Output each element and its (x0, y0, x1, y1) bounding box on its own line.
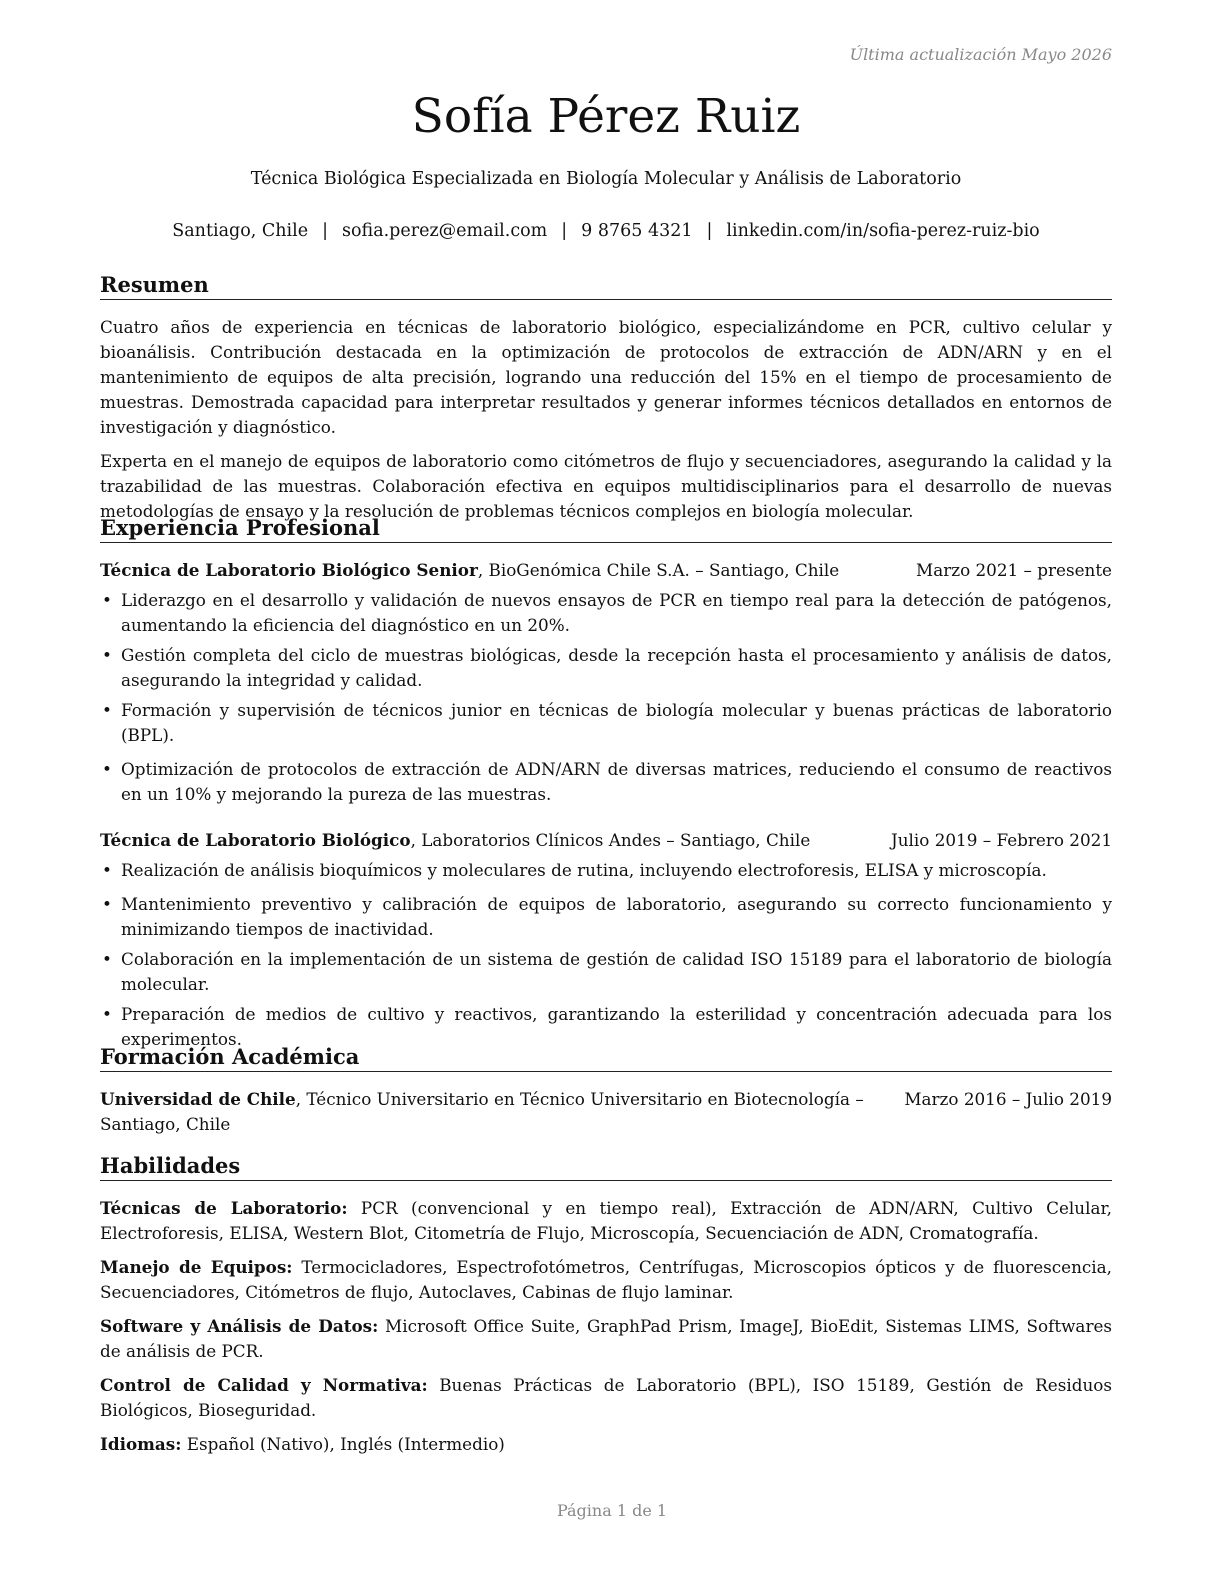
skill-label: Manejo de Equipos: (100, 1257, 293, 1277)
skill-item (100, 1432, 1112, 1457)
section-title-education: Formación Académica (100, 1044, 1112, 1072)
contact-separator: | (706, 221, 713, 241)
job-role: Técnica de Laboratorio Biológico Senior (100, 560, 478, 580)
list-item: • Formación y supervisión de técnicos junior en técnicas de biología molecular y buenas prácticas de laboratorio (BPL). (100, 698, 1112, 748)
education-school: Universidad de Chile (100, 1089, 296, 1109)
skill-label: Software y Análisis de Datos: (100, 1316, 379, 1336)
list-item: • Mantenimiento preventivo y calibración de equipos de laboratorio, asegurando su correcto funcionamiento y minimizando tiempos de inactividad. (100, 892, 1112, 942)
professional-title: Técnica Biológica Especializada en Biología Molecular y Análisis de Laboratorio (250, 169, 962, 189)
education-dates: Marzo 2016 – Julio 2019 (904, 1089, 1112, 1109)
skill-item (100, 1196, 1112, 1246)
contact-location: Santiago, Chile (172, 221, 309, 241)
section-title-skills: Habilidades (100, 1153, 1112, 1181)
section-title-summary: Resumen (100, 272, 1112, 300)
skill-value: Microsoft Office Suite, GraphPad Prism, ImageJ, BioEdit, Sistemas LIMS, Softwares de análisis de PCR. (100, 1316, 1113, 1361)
education-text (100, 1087, 890, 1137)
education-degree: , Técnico Universitario en Técnico Universitario en Biotecnología – Santiago, Chile (100, 1089, 864, 1134)
last-updated: Última actualización Mayo 2026 (849, 45, 1112, 64)
job-role: Técnica de Laboratorio Biológico (100, 830, 411, 850)
education-entry (100, 1087, 1112, 1137)
job-header (100, 828, 1112, 853)
contact-line (100, 218, 1112, 244)
education-section (100, 1044, 1112, 1137)
job-bullets (100, 588, 1112, 807)
skill-label: Idiomas: (100, 1434, 182, 1454)
page-number: Página 1 de 1 (556, 1501, 668, 1520)
resume-page (100, 0, 1112, 1584)
skill-label: Técnicas de Laboratorio: (100, 1198, 348, 1218)
contact-email[interactable]: sofia.perez@email.com (342, 221, 548, 241)
list-item: • Colaboración en la implementación de un sistema de gestión de calidad ISO 15189 para el laboratorio de biología molecular. (100, 947, 1112, 997)
contact-separator: | (322, 221, 328, 241)
job-bullets (100, 858, 1112, 1052)
job-header (100, 558, 1112, 583)
experience-section (100, 515, 1112, 1052)
job-company: , BioGenómica Chile S.A. – Santiago, Chile (477, 560, 840, 580)
contact-phone: 9 8765 4321 (581, 221, 693, 241)
summary-paragraph: Cuatro años de experiencia en técnicas de laboratorio biológico, especializándome en PCR, cultivo celular y bioanálisis. Contribución destacada en la optimización de protocolos de extracción de ADN/ARN y en el mantenimiento de equipos de alta precisión, logrando una reducción del 15% en el tiempo de procesamiento de muestras. Demostrada capacidad para interpretar resultados y generar informes técnicos detallados en entornos de investigación y diagnóstico. (100, 317, 1112, 437)
job-dates: Marzo 2021 – presente (916, 560, 1112, 580)
job-dates: Julio 2019 – Febrero 2021 (891, 830, 1112, 850)
list-item: • Optimización de protocolos de extracción de ADN/ARN de diversas matrices, reduciendo el consumo de reactivos en un 10% y mejorando la pureza de las muestras. (100, 757, 1112, 807)
list-item: • Realización de análisis bioquímicos y moleculares de rutina, incluyendo electroforesis, ELISA y microscopía. (100, 858, 1112, 883)
job-company: , Laboratorios Clínicos Andes – Santiago, Chile (410, 830, 811, 850)
skill-item (100, 1373, 1112, 1423)
list-item: • Gestión completa del ciclo de muestras biológicas, desde la recepción hasta el procesamiento y análisis de datos, asegurando la integridad y calidad. (100, 643, 1112, 693)
section-title-experience: Experiencia Profesional (100, 515, 1112, 543)
contact-linkedin[interactable]: linkedin.com/in/sofia-perez-ruiz-bio (726, 221, 1040, 241)
skill-value: PCR (convencional y en tiempo real), Extracción de ADN/ARN, Cultivo Celular, Electroforesis, ELISA, Western Blot, Citometría de Flujo, Microscopía, Secuenciación de ADN, Cromatografía. (100, 1198, 1112, 1243)
summary-section (100, 272, 1112, 524)
skill-label: Control de Calidad y Normativa: (100, 1375, 428, 1395)
skill-item (100, 1255, 1112, 1305)
skill-item (100, 1314, 1112, 1364)
skill-value: Termocicladores, Espectrofotómetros, Centrífugas, Microscopios ópticos y de fluorescencia, Secuenciadores, Citómetros de flujo, Autoclaves, Cabinas de flujo laminar. (100, 1257, 1112, 1302)
skill-value: Español (Nativo), Inglés (Intermedio) (181, 1434, 505, 1454)
list-item: • Preparación de medios de cultivo y reactivos, garantizando la esterilidad y concentración adecuada para los experimentos. (100, 1002, 1112, 1052)
skill-value: Buenas Prácticas de Laboratorio (BPL), ISO 15189, Gestión de Residuos Biológicos, Bioseguridad. (100, 1375, 1112, 1420)
page-title: Sofía Pérez Ruiz (411, 89, 801, 144)
skills-section (100, 1153, 1112, 1457)
contact-separator: | (561, 221, 568, 241)
list-item: • Liderazgo en el desarrollo y validación de nuevos ensayos de PCR en tiempo real para la detección de patógenos, aumentando la eficiencia del diagnóstico en un 20%. (100, 588, 1112, 638)
summary-paragraph: Experta en el manejo de equipos de laboratorio como citómetros de flujo y secuenciadores, asegurando la calidad y la trazabilidad de las muestras. Colaboración efectiva en equipos multidisciplinarios para el desarrollo de nuevas metodologías de ensayo y la resolución de problemas técnicos complejos en biología molecular. (100, 451, 1112, 521)
